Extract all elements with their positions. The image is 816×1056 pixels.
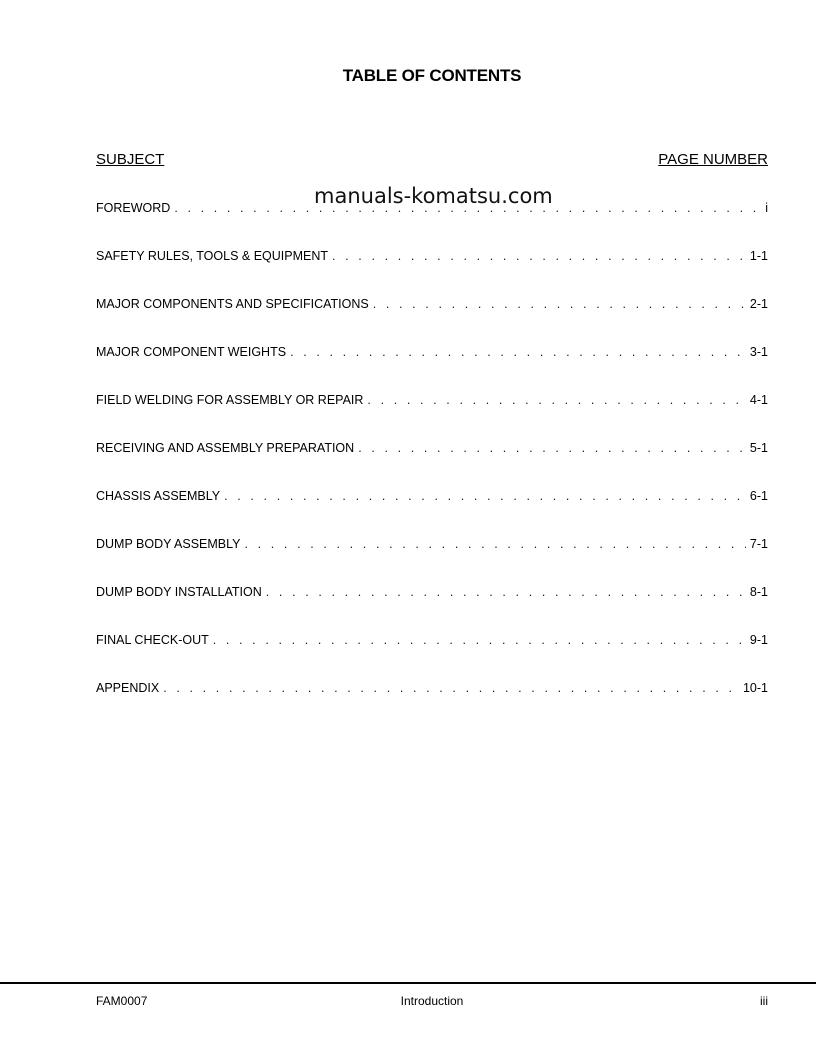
dot-leader bbox=[163, 681, 739, 695]
dot-leader bbox=[358, 441, 746, 455]
subject-column-header: SUBJECT bbox=[96, 151, 165, 168]
toc-entry-final-check-out[interactable] bbox=[96, 633, 768, 681]
toc-entry-page: 1-1 bbox=[749, 249, 768, 263]
page-title: TABLE OF CONTENTS bbox=[342, 66, 522, 85]
toc-entry-page: i bbox=[765, 201, 768, 215]
footer-divider bbox=[0, 982, 816, 984]
toc-entry-subject: CHASSIS ASSEMBLY bbox=[96, 489, 221, 503]
toc-entry-dump-body-installation[interactable] bbox=[96, 585, 768, 633]
dot-leader bbox=[224, 489, 746, 503]
toc-entry-page: 2-1 bbox=[749, 297, 768, 311]
toc-entry-subject: DUMP BODY INSTALLATION bbox=[96, 585, 262, 599]
watermark-text: manuals-komatsu.com bbox=[314, 184, 553, 208]
toc-entry-subject: APPENDIX bbox=[96, 681, 160, 695]
toc-list bbox=[96, 201, 768, 729]
toc-entry-appendix[interactable] bbox=[96, 681, 768, 729]
toc-entry-major-components[interactable] bbox=[96, 297, 768, 345]
toc-entry-page: 9-1 bbox=[749, 633, 768, 647]
footer-page-number: iii bbox=[760, 994, 768, 1008]
dot-leader bbox=[213, 633, 746, 647]
dot-leader bbox=[367, 393, 746, 407]
toc-entry-page: 3-1 bbox=[749, 345, 768, 359]
page-number-column-header: PAGE NUMBER bbox=[658, 151, 768, 168]
toc-entry-page: 7-1 bbox=[749, 537, 768, 551]
footer-section-name: Introduction bbox=[400, 994, 464, 1008]
dot-leader bbox=[290, 345, 746, 359]
toc-entry-page: 4-1 bbox=[749, 393, 768, 407]
toc-entry-receiving[interactable] bbox=[96, 441, 768, 489]
toc-entry-subject: MAJOR COMPONENTS AND SPECIFICATIONS bbox=[96, 297, 369, 311]
toc-entry-component-weights[interactable] bbox=[96, 345, 768, 393]
toc-entry-chassis-assembly[interactable] bbox=[96, 489, 768, 537]
dot-leader bbox=[245, 537, 746, 551]
toc-entry-subject: FOREWORD bbox=[96, 201, 171, 215]
footer-document-code: FAM0007 bbox=[96, 994, 148, 1008]
toc-entry-subject: MAJOR COMPONENT WEIGHTS bbox=[96, 345, 287, 359]
toc-entry-safety-rules[interactable] bbox=[96, 249, 768, 297]
toc-entry-dump-body-assembly[interactable] bbox=[96, 537, 768, 585]
dot-leader bbox=[373, 297, 746, 311]
toc-entry-page: 6-1 bbox=[749, 489, 768, 503]
toc-entry-page: 10-1 bbox=[742, 681, 768, 695]
toc-entry-page: 8-1 bbox=[749, 585, 768, 599]
toc-entry-subject: FIELD WELDING FOR ASSEMBLY OR REPAIR bbox=[96, 393, 364, 407]
toc-entry-subject: RECEIVING AND ASSEMBLY PREPARATION bbox=[96, 441, 355, 455]
toc-entry-foreword[interactable] bbox=[96, 201, 768, 249]
toc-entry-subject: FINAL CHECK-OUT bbox=[96, 633, 209, 647]
toc-entry-field-welding[interactable] bbox=[96, 393, 768, 441]
toc-entry-subject: SAFETY RULES, TOOLS & EQUIPMENT bbox=[96, 249, 329, 263]
dot-leader bbox=[266, 585, 746, 599]
toc-entry-page: 5-1 bbox=[749, 441, 768, 455]
dot-leader bbox=[332, 249, 746, 263]
toc-entry-subject: DUMP BODY ASSEMBLY bbox=[96, 537, 241, 551]
toc-column-headers bbox=[96, 151, 768, 168]
